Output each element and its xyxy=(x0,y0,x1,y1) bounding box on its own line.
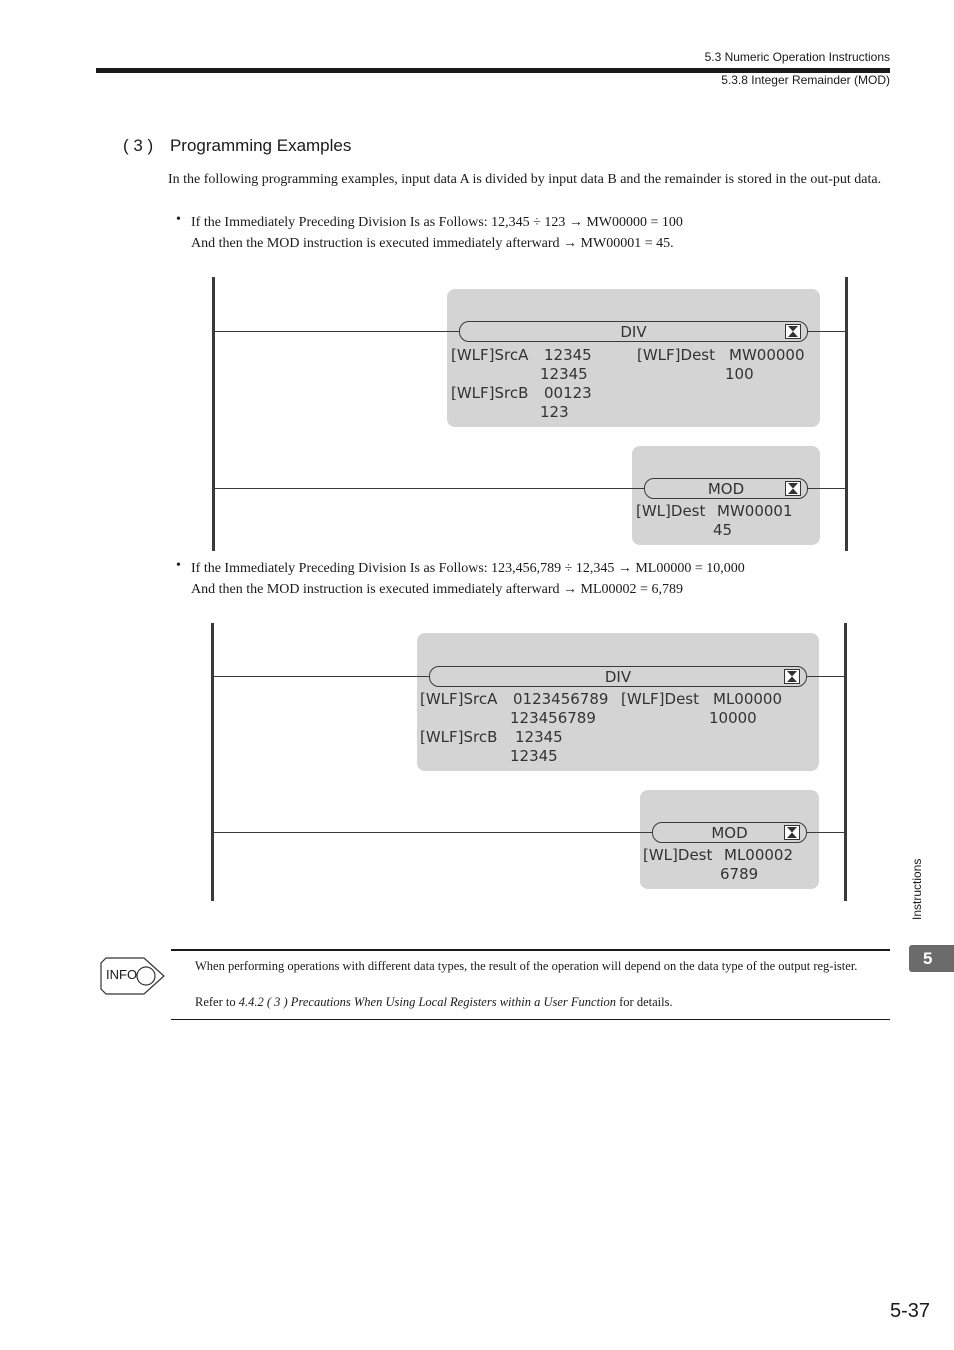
right-power-rail xyxy=(844,623,847,901)
mod-name: MOD xyxy=(711,824,748,842)
rung-wire xyxy=(214,832,652,833)
hourglass-icon xyxy=(784,825,800,840)
div-name: DIV xyxy=(620,323,647,341)
mod-dest-label: [WL]Dest xyxy=(636,502,706,520)
header-section: 5.3 Numeric Operation Instructions xyxy=(704,50,890,64)
info-icon xyxy=(100,957,166,1000)
rung-wire xyxy=(808,488,845,489)
left-power-rail xyxy=(212,277,215,551)
srcb-current: 12345 xyxy=(510,747,558,765)
srcb-label: [WLF]SrcB xyxy=(451,384,529,402)
mod-dest-value: ML00002 xyxy=(724,846,794,864)
mod-header xyxy=(644,478,808,499)
bullet-2: • xyxy=(176,558,181,573)
dest-current: 100 xyxy=(725,365,754,383)
srcb-value: 12345 xyxy=(515,728,563,746)
div-header xyxy=(459,321,808,342)
bullet-1: • xyxy=(176,212,181,227)
rung-wire xyxy=(214,676,429,677)
page-number: 5-37 xyxy=(889,1300,930,1322)
hourglass-icon xyxy=(785,324,801,339)
example1-line1: If the Immediately Preceding Division Is as Follows: 12,345 ÷ 123 → MW00000 = 100 xyxy=(191,215,683,230)
intro-paragraph: In the following programming examples, input data A is divided by input data B and the remainder is stored in the out-put data. xyxy=(168,172,882,187)
section-title xyxy=(123,136,351,156)
info-text-2 xyxy=(195,993,890,1011)
srca-value: 0123456789 xyxy=(513,690,609,708)
mod-header xyxy=(652,822,807,843)
info-text-1: When performing operations with different data types, the result of the operation will depend on the data type of the output reg-ister. xyxy=(195,959,858,973)
section-number: ( 3 ) xyxy=(123,136,154,155)
dest-value: ML00000 xyxy=(713,690,783,708)
example2-line2: And then the MOD instruction is executed immediately afterward → ML00002 = 6,789 xyxy=(191,582,683,597)
info-top-rule xyxy=(171,949,890,951)
chapter-tab-number: 5 xyxy=(909,945,954,972)
hourglass-icon xyxy=(785,481,801,496)
div-name: DIV xyxy=(604,668,632,686)
section-title-text: Programming Examples xyxy=(169,136,352,155)
info-bottom-rule xyxy=(171,1019,890,1020)
info-refer-link[interactable]: 4.4.2 ( 3 ) Precautions When Using Local Registers within a User Function xyxy=(238,995,617,1009)
dest-label: [WLF]Dest xyxy=(637,346,715,364)
chapter-side-label: Instructions xyxy=(910,858,924,920)
rung-wire xyxy=(807,832,844,833)
srca-current: 123456789 xyxy=(510,709,596,727)
rung-wire xyxy=(808,331,845,332)
srcb-label: [WLF]SrcB xyxy=(420,728,498,746)
mod-dest-value: MW00001 xyxy=(717,502,793,520)
rung-wire xyxy=(807,676,844,677)
srcb-value: 00123 xyxy=(544,384,592,402)
mod-dest-label: [WL]Dest xyxy=(643,846,713,864)
example1-line2: And then the MOD instruction is executed immediately afterward → MW00001 = 45. xyxy=(191,236,674,251)
srca-label: [WLF]SrcA xyxy=(451,346,529,364)
srca-label: [WLF]SrcA xyxy=(420,690,498,708)
rung-wire xyxy=(215,331,459,332)
mod-dest-current: 45 xyxy=(713,521,733,539)
header-subsection: 5.3.8 Integer Remainder (MOD) xyxy=(721,73,890,87)
info-refer-prefix: Refer to xyxy=(195,995,239,1009)
dest-current: 10000 xyxy=(709,709,757,727)
rung-wire xyxy=(215,488,645,489)
mod-name: MOD xyxy=(707,480,745,498)
dest-value: MW00000 xyxy=(729,346,805,364)
mod-dest-current: 6789 xyxy=(720,865,759,883)
srca-current: 12345 xyxy=(540,365,588,383)
info-refer-suffix: for details. xyxy=(616,995,673,1009)
hourglass-icon xyxy=(784,669,800,684)
right-power-rail xyxy=(845,277,848,551)
srca-value: 12345 xyxy=(544,346,592,364)
srcb-current: 123 xyxy=(540,403,569,421)
dest-label: [WLF]Dest xyxy=(621,690,699,708)
example2-line1: If the Immediately Preceding Division Is as Follows: 123,456,789 ÷ 12,345 → ML00000 = 10,000 xyxy=(191,561,745,576)
left-power-rail xyxy=(211,623,214,901)
info-icon-label: INFO xyxy=(106,967,138,982)
div-header xyxy=(429,666,807,687)
